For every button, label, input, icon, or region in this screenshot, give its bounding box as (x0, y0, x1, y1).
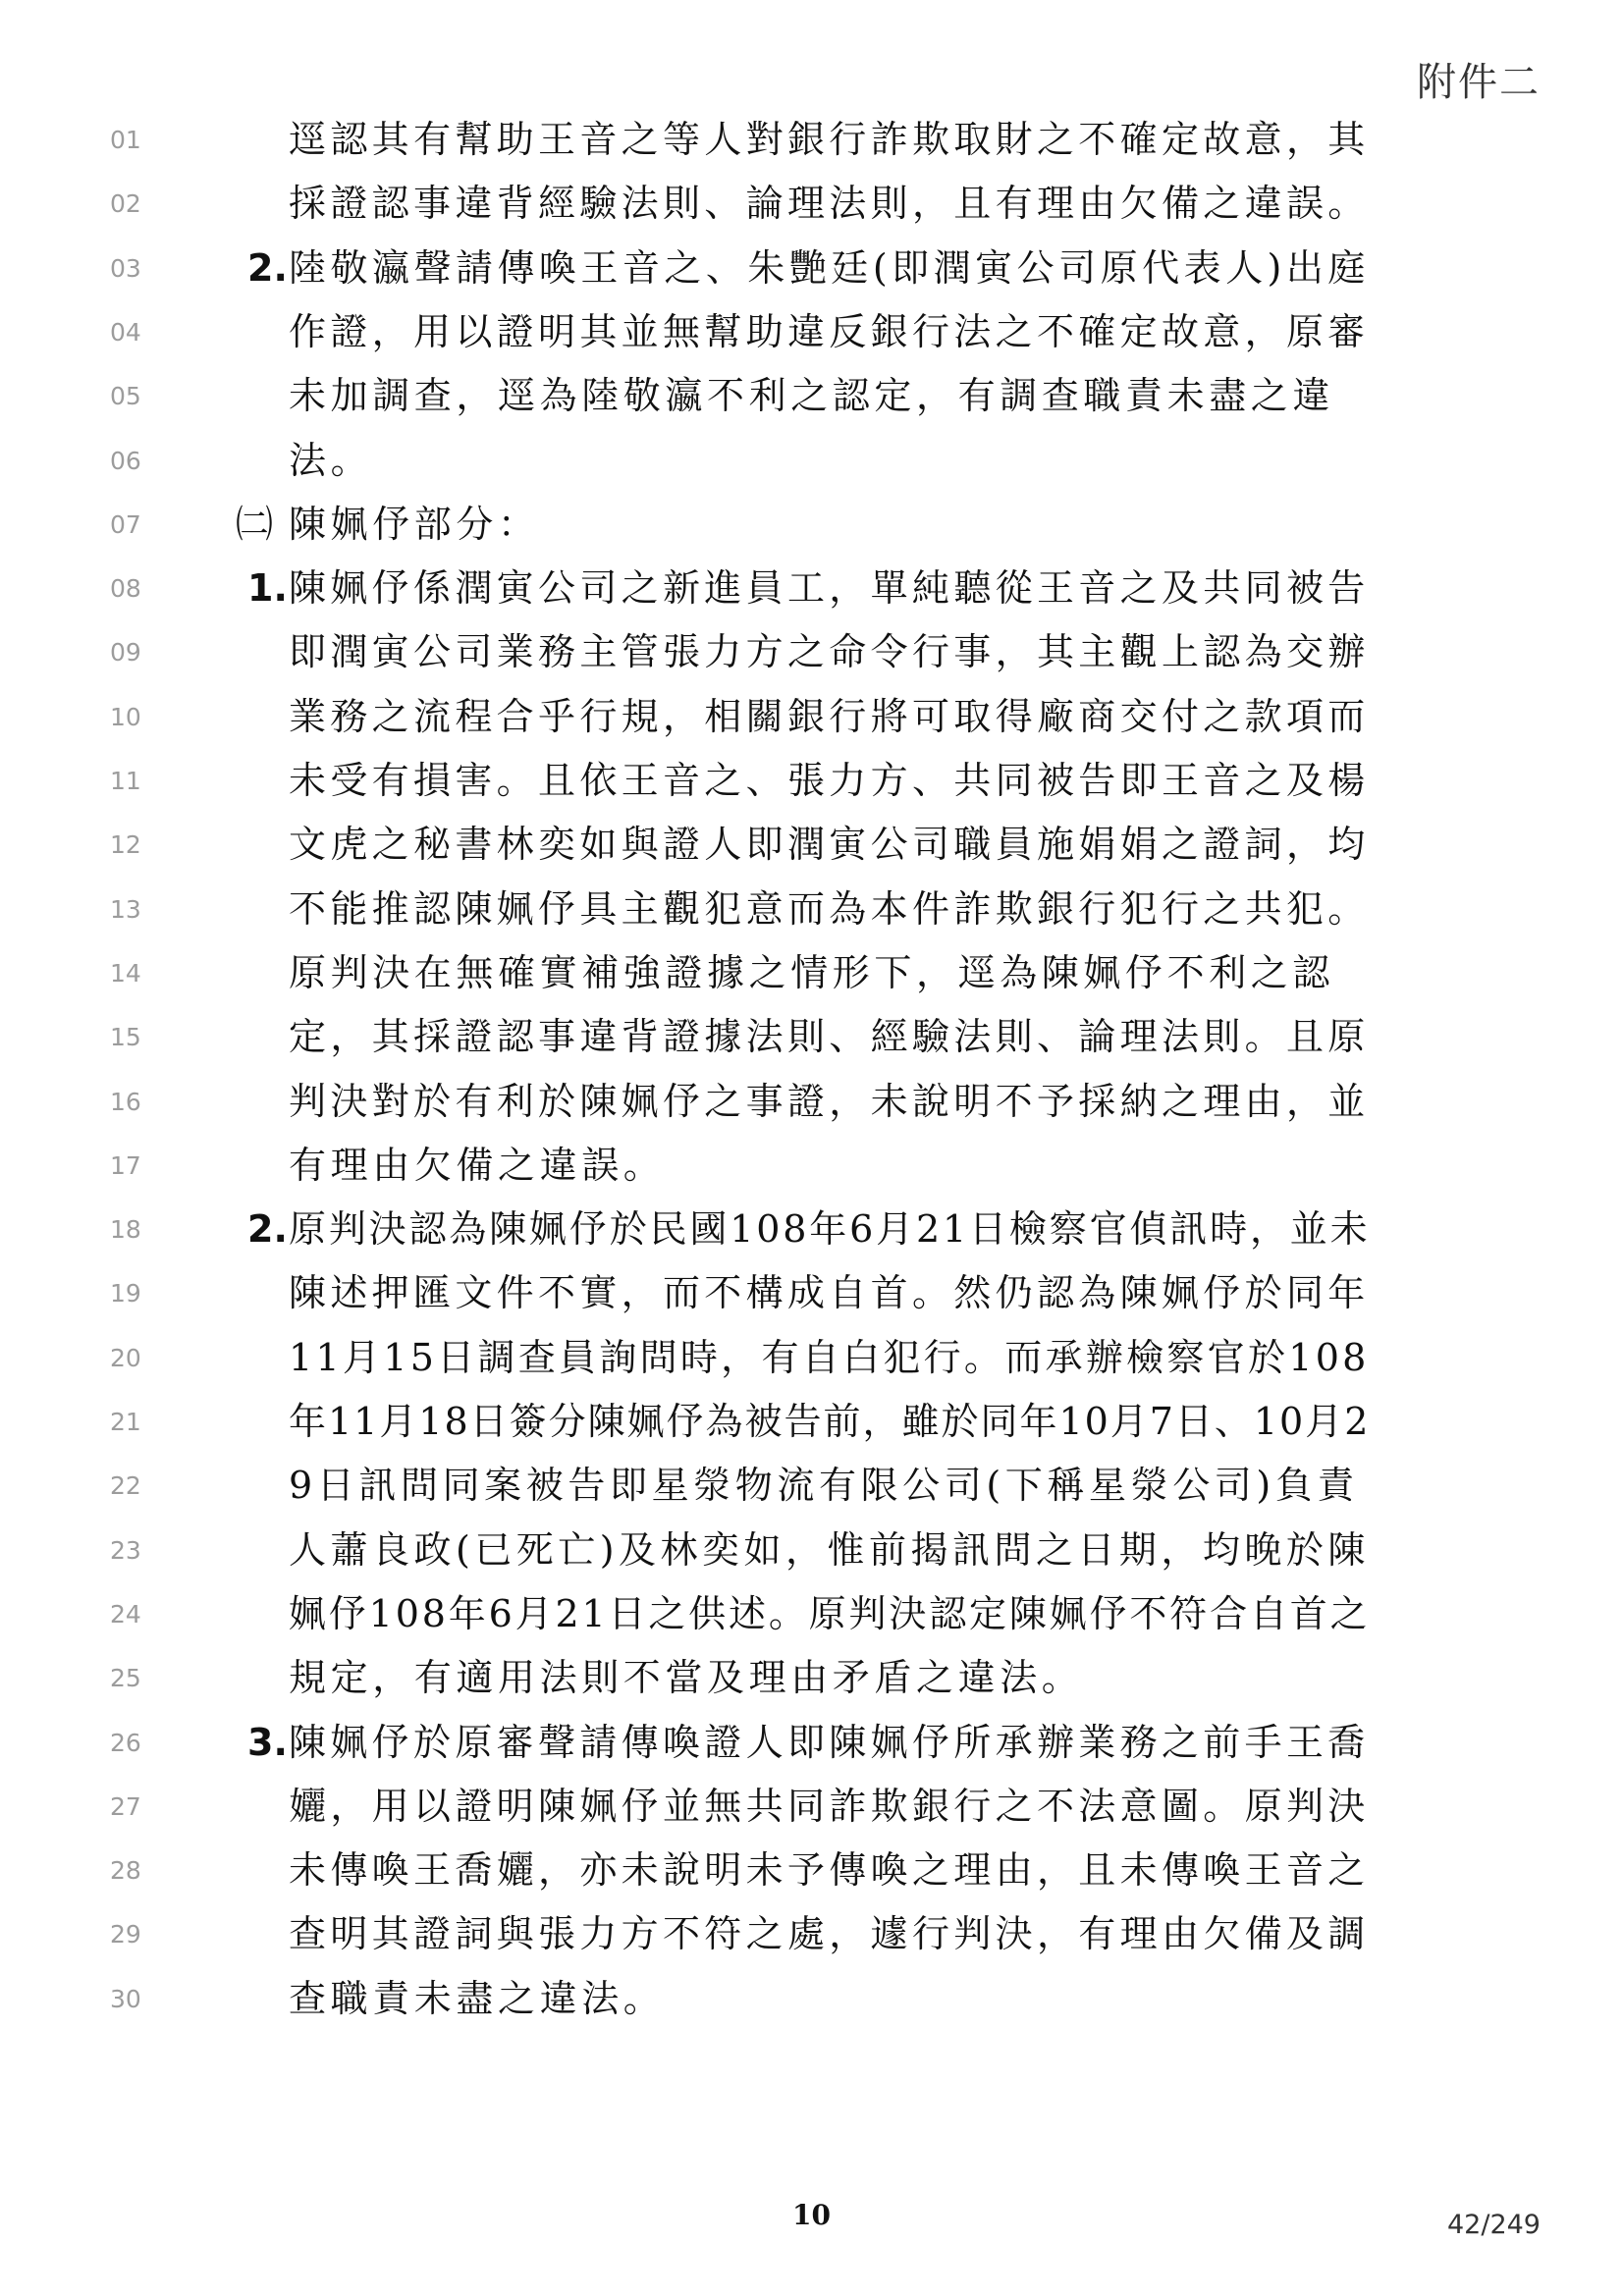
line-number: 24 (110, 1599, 141, 1629)
document-line (0, 237, 1623, 300)
line-text: 孋，用以證明陳姵伃並無共同詐欺銀行之不法意圖。原判決 (289, 1784, 1370, 1828)
document-line (0, 1261, 1623, 1325)
line-text: 文虎之秘書林奕如與證人即潤寅公司職員施娟娟之證詞，均 (289, 823, 1370, 867)
line-number: 15 (110, 1023, 141, 1052)
list-marker: 1. (247, 566, 288, 611)
document-line (0, 1519, 1623, 1582)
document-line (0, 941, 1623, 1005)
line-text: 姵伃108年6月21日之供述。原判決認定陳姵伃不符合自首之 (289, 1591, 1371, 1635)
document-line (0, 1390, 1623, 1454)
line-number: 27 (110, 1791, 141, 1821)
line-number: 20 (110, 1343, 141, 1372)
line-number: 30 (110, 1984, 141, 2013)
list-marker: 2. (247, 245, 288, 290)
line-text: 陸敬瀛聲請傳喚王音之、朱艷廷(即潤寅公司原代表人)出庭 (289, 245, 1370, 290)
line-text: 作證，用以證明其並無幫助違反銀行法之不確定故意，原審 (289, 309, 1370, 353)
document-line (0, 749, 1623, 813)
line-number: 03 (110, 253, 141, 283)
list-marker: ㈡ (236, 502, 274, 546)
line-number: 07 (110, 509, 141, 539)
line-text: 人蕭良政(已死亡)及林奕如，惟前揭訊問之日期，均晚於陳 (289, 1527, 1370, 1572)
line-number: 09 (110, 638, 141, 667)
document-line (0, 300, 1623, 364)
page-count: 42/249 (1447, 2210, 1541, 2240)
line-text: 查職責未盡之違法。 (289, 1976, 666, 2020)
line-text: 未受有損害。且依王音之、張力方、共同被告即王音之及楊 (289, 759, 1370, 802)
document-line (0, 557, 1623, 620)
document-line (0, 364, 1623, 428)
line-number: 22 (110, 1471, 141, 1501)
line-number: 04 (110, 317, 141, 347)
line-number: 10 (110, 702, 141, 731)
line-number: 21 (110, 1408, 141, 1436)
list-marker: 2. (247, 1207, 288, 1252)
line-number: 08 (110, 574, 141, 604)
document-line (0, 1070, 1623, 1134)
line-text: 未加調查，逕為陸敬瀛不利之認定，有調查職責未盡之違 (289, 374, 1335, 418)
document-line (0, 620, 1623, 684)
line-text: 規定，有適用法則不當及理由矛盾之違法。 (289, 1656, 1084, 1700)
line-text: 有理由欠備之違誤。 (289, 1143, 666, 1187)
line-text: 年11月18日簽分陳姵伃為被告前，雖於同年10月7日、10月2 (289, 1400, 1371, 1443)
document-line (0, 1775, 1623, 1839)
line-text: 查明其證詞與張力方不符之處，遽行判決，有理由欠備及調 (289, 1912, 1370, 1956)
line-number: 19 (110, 1279, 141, 1308)
document-line (0, 813, 1623, 877)
line-number: 06 (110, 446, 141, 475)
document-line (0, 493, 1623, 557)
line-text: 原判決在無確實補強證據之情形下，逕為陳姵伃不利之認 (289, 950, 1335, 994)
document-line (0, 1967, 1623, 2031)
document-line (0, 1646, 1623, 1710)
document-line (0, 1326, 1623, 1390)
line-text: 未傳喚王喬孋，亦未說明未予傳喚之理由，且未傳喚王音之 (289, 1848, 1370, 1893)
document-line (0, 1902, 1623, 1966)
attachment-label: 附件二 (1417, 60, 1541, 105)
line-number: 12 (110, 830, 141, 860)
document-line (0, 172, 1623, 236)
line-number: 25 (110, 1664, 141, 1693)
line-number: 11 (110, 767, 141, 795)
document-line (0, 1198, 1623, 1261)
line-number: 26 (110, 1728, 141, 1757)
document-line (0, 1711, 1623, 1775)
line-text: 陳姵伃係潤寅公司之新進員工，單純聽從王音之及共同被告 (289, 566, 1370, 611)
line-number: 05 (110, 382, 141, 411)
line-text: 即潤寅公司業務主管張力方之命令行事，其主觀上認為交辦 (289, 630, 1370, 674)
document-line (0, 108, 1623, 172)
line-number: 13 (110, 894, 141, 924)
line-number: 28 (110, 1856, 141, 1886)
page-number: 10 (792, 2199, 831, 2231)
line-number: 17 (110, 1150, 141, 1180)
line-number: 23 (110, 1535, 141, 1565)
line-text: 法。 (289, 438, 373, 482)
line-text: 定，其採證認事違背證據法則、經驗法則、論理法則。且原 (289, 1015, 1370, 1059)
line-number: 16 (110, 1087, 141, 1116)
line-number: 18 (110, 1215, 141, 1245)
list-marker: 3. (247, 1720, 288, 1764)
line-text: 9日訊問同案被告即星滎物流有限公司(下稱星滎公司)負責 (289, 1464, 1360, 1508)
line-number: 01 (110, 126, 141, 154)
line-text: 不能推認陳姵伃具主觀犯意而為本件詐欺銀行犯行之共犯。 (289, 886, 1370, 931)
line-number: 02 (110, 189, 141, 219)
document-line (0, 1454, 1623, 1518)
line-text: 業務之流程合乎行規，相關銀行將可取得廠商交付之款項而 (289, 694, 1370, 738)
line-text: 採證認事違背經驗法則、論理法則，且有理由欠備之違誤。 (289, 182, 1370, 226)
document-line (0, 1134, 1623, 1198)
line-text: 陳述押匯文件不實，而不構成自首。然仍認為陳姵伃於同年 (289, 1271, 1370, 1315)
line-number: 29 (110, 1920, 141, 1949)
document-line (0, 429, 1623, 493)
line-text: 原判決認為陳姵伃於民國108年6月21日檢察官偵訊時，並未 (289, 1207, 1371, 1252)
document-line (0, 1582, 1623, 1646)
document-line (0, 878, 1623, 941)
line-number: 14 (110, 958, 141, 988)
line-text: 陳姵伃部分： (289, 502, 540, 546)
line-text: 陳姵伃於原審聲請傳喚證人即陳姵伃所承辦業務之前手王喬 (289, 1720, 1370, 1764)
line-text: 逕認其有幫助王音之等人對銀行詐欺取財之不確定故意，其 (289, 118, 1370, 161)
document-line (0, 685, 1623, 749)
line-text: 11月15日調查員詢問時，有自白犯行。而承辦檢察官於108 (289, 1335, 1370, 1379)
document-line (0, 1005, 1623, 1069)
document-line (0, 1839, 1623, 1902)
line-text: 判決對於有利於陳姵伃之事證，未說明不予採納之理由，並 (289, 1079, 1370, 1123)
